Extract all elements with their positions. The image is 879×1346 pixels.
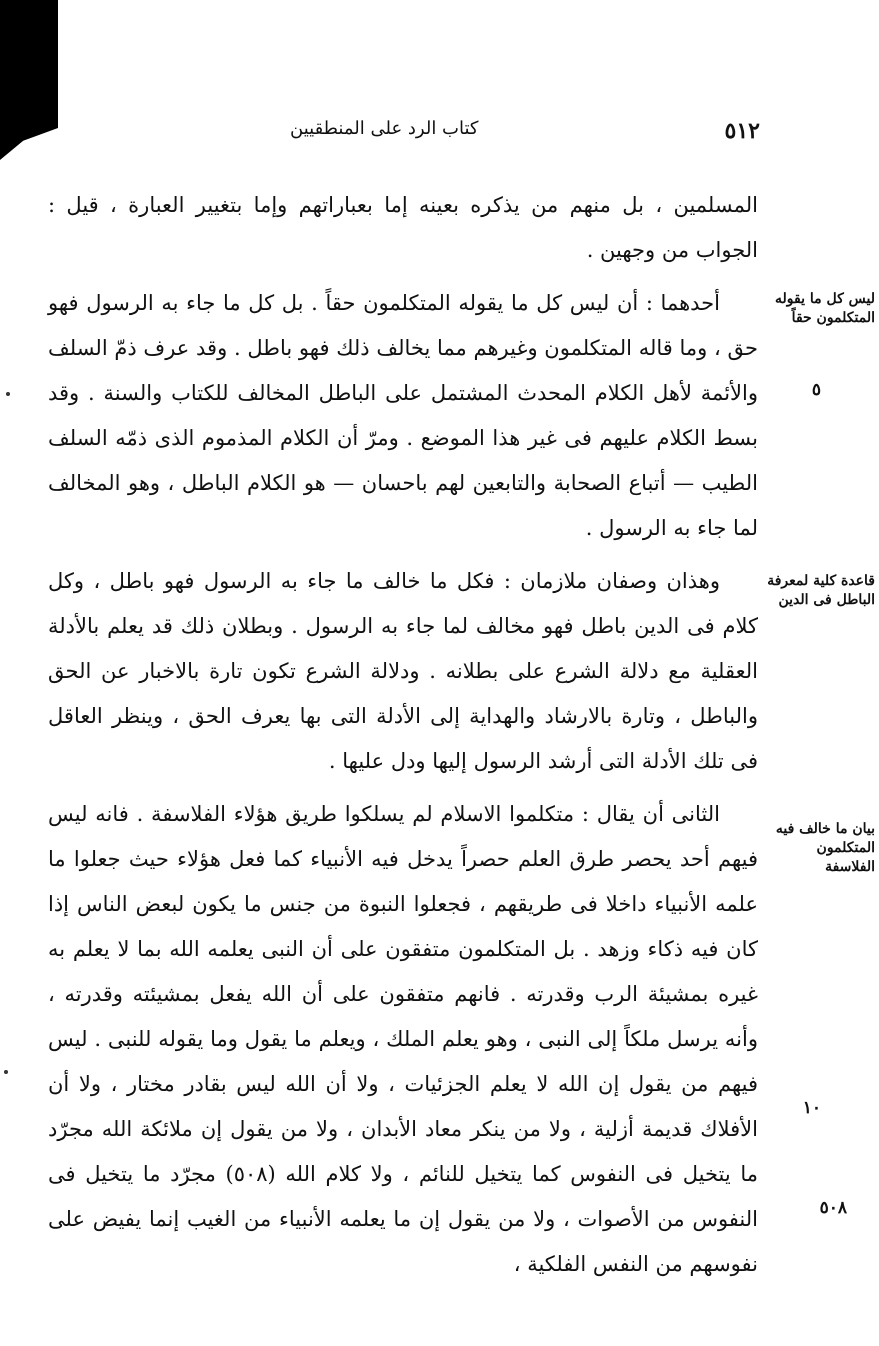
edition-page-marker: ٥٠٨ (819, 1198, 847, 1218)
scan-corner-shadow (0, 0, 58, 160)
paragraph: أحدهما : أن ليس كل ما يقوله المتكلمون حقاً . بل كل ما جاء به الرسول فهو حق ، وما قاله المتكلمون وغيرهم مما يخالف ذلك فهو باطل . وقد عرف ذمّ السلف والأئمة لأهل الكلام المحدث المشتمل على الباطل المخالف للكتاب والسنة . وقد بسط الكلام عليهم فى غير هذا الموضع . ومرّ أن الكلام المذموم الذى ذمّه السلف الطيب — أتباع الصحابة والتابعين لهم باحسان — هو الكلام الباطل ، وهو المخالف لما جاء به الرسول . (48, 291, 758, 540)
margin-note: بيان ما خالف فيه المتكلمون الفلاسفة (775, 821, 875, 875)
paragraph: المسلمين ، بل منهم من يذكره بعينه إما بعباراتهم وإما بتغيير العبارة ، قيل : الجواب من وجهين . (48, 193, 758, 262)
paragraph: وهذان وصفان ملازمان : فكل ما خالف ما جاء به الرسول فهو باطل ، وكل كلام فى الدين باطل فهو مخالف لما جاء به الرسول . وبطلان ذلك قد يعلم بالأدلة العقلية مع دلالة الشرع على بطلانه . ودلالة الشرع تكون تارة بالاخبار عن الحق والباطل ، وتارة بالارشاد والهداية إلى الأدلة التى بها يعرف الحق ، وينظر العاقل فى تلك الأدلة التى أرشد الرسول إليها ودل عليها . (48, 569, 758, 773)
margin-note: ليس كل ما يقوله المتكلمون حقاً (775, 291, 875, 326)
line-number-marker: ١٠ (802, 1098, 821, 1118)
page-header (60, 118, 760, 158)
scan-speck (6, 392, 10, 396)
line-number-marker: ٥ (811, 380, 821, 400)
margin-note: قاعدة كلية لمعرفة الباطل فى الدين (767, 573, 875, 608)
text-body (48, 183, 758, 1287)
running-title: كتاب الرد على المنطقيين (290, 118, 479, 139)
scan-speck (4, 1070, 8, 1074)
paragraph: الثانى أن يقال : متكلموا الاسلام لم يسلكوا طريق هؤلاء الفلاسفة . فانه ليس فيهم أحد يحصر طرق العلم حصراً يدخل فيه الأنبياء كما فعل هؤلاء حيث جعلوا ما علمه الأنبياء داخلا فى طريقهم ، فجعلوا النبوة من جنس ما يكون لبعض الناس إذا كان فيه ذكاء وزهد . بل المتكلمون متفقون على أن النبى يعلمه الله بما لا يعلم به غيره بمشيئة الرب وقدرته . فانهم متفقون على أن الله يفعل بمشيئته وقدرته ، وأنه يرسل ملكاً إلى النبى ، وهو يعلم الملك ، ويعلم ما يقول وما يقوله للنبى . ليس فيهم من يقول إن الله لا يعلم الجزئيات ، ولا أن الله ليس بقادر مختار ، ولا أن الأفلاك قديمة أزلية ، ولا من ينكر معاد الأبدان ، ولا من يقول إن ملائكة الله مجرّد ما يتخيل فى النفوس كما يتخيل للنائم ، ولا كلام الله (٥٠٨) مجرّد ما يتخيل فى النفوس من الأصوات ، ولا من يقول إن ما يعلمه الأنبياء من الغيب إنما يفيض على نفوسهم من النفس الفلكية ، (48, 802, 758, 1276)
page-number: ٥١٢ (724, 118, 760, 144)
